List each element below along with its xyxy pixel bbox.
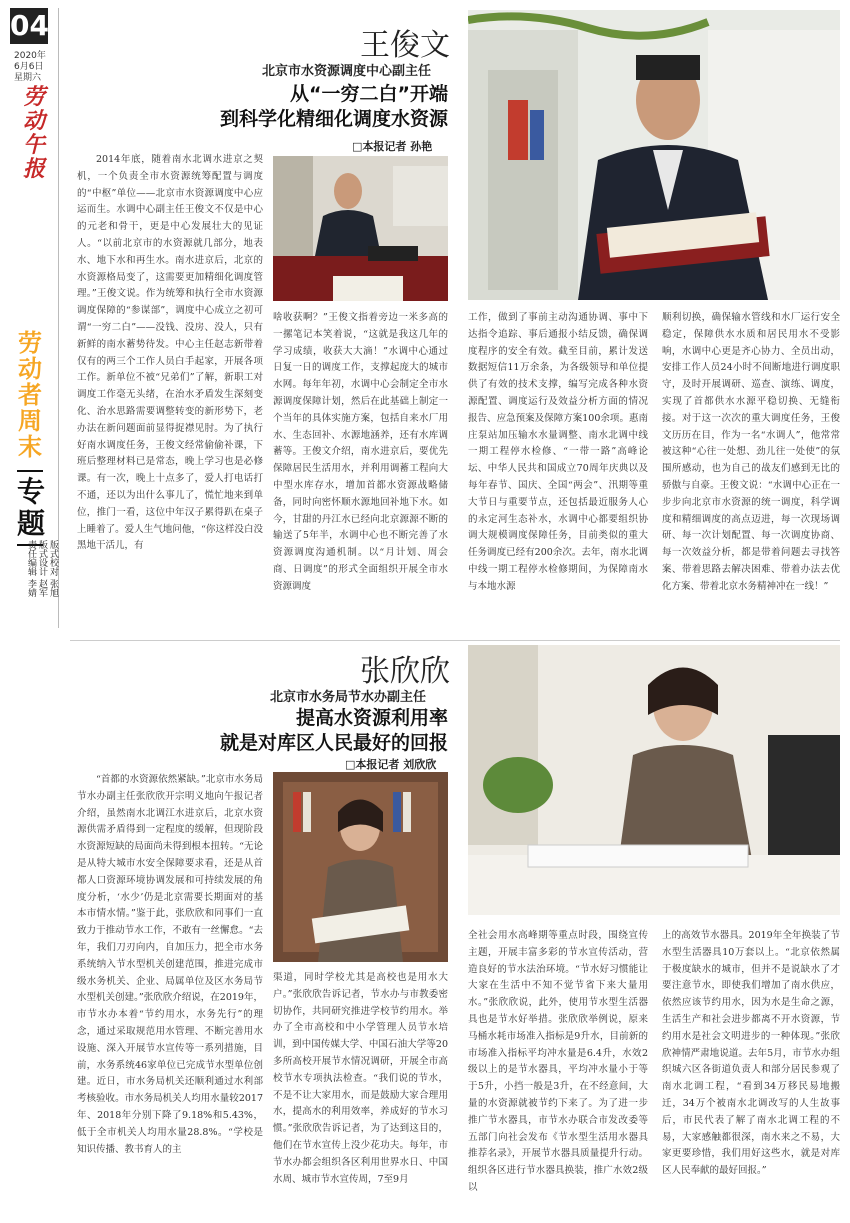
article2-byline: □本报记者 刘欣欣 xyxy=(345,758,437,771)
article1-column-2 xyxy=(273,310,448,630)
article2-column-2 xyxy=(273,970,448,1222)
editor-credits xyxy=(14,540,58,630)
section-divider xyxy=(70,640,840,641)
sidebar-divider xyxy=(58,8,59,628)
article1-byline: □本报记者 孙艳 xyxy=(352,140,433,153)
date-weekday: 星期六 xyxy=(14,73,42,83)
article2-name: 张欣欣 xyxy=(360,654,450,689)
credit-design: 版式设计 赵军 xyxy=(37,540,47,597)
article1-headline xyxy=(190,82,448,132)
article2-bookshelf-photo xyxy=(273,772,448,962)
article1-column-2-text: 啥收获啊？”王俊文指着旁边一米多高的一摞笔记本笑着说，“这就是我这几年的学习成绩，收获大大滴！”水调中心通过日复一日的调度工作，支撑起庞大的城市水网。每年年初，水调中心会制定全市水源调度保障计划，然后在此基础上制定一个当年的具体实施方案，包括自来水厂用水、生态回补、水源地涵养，还有水库调蓄等。王俊文介绍，南水进京后，要优先保障居民生活用水，并利用调蓄工程向大中型水库存水，增加首都水资源战略储备，同时向密怀顺水源地回补地下水。如今，甘甜的丹江水已经向北京源源不断的输送了5年半，水调中心也不断完善了水资源调度沟通机制。以“月计划、周会商、日调度”的形式全面组织开展全市水资源调度 xyxy=(273,312,448,592)
page-number: 04 xyxy=(10,9,49,42)
article2-headline-line1: 提高水资源利用率 xyxy=(295,707,448,729)
article1-column-3 xyxy=(468,310,648,630)
article2-column-1-text: “首都的水资源依然紧缺。”北京市水务局节水办副主任张欣欣开宗明义地向午报记者介绍，虽然南水北调江水进京后，北京水资源供需矛盾得到一定程度的缓解，但现阶段水资源短缺的局面尚未得到根本扭转。“无论是从特大城市水安全保障要求看，还是从首都人口资源环境协调发展和可持续发展的角度分析，‘水少’仍是北京需要长期面对的基本市情水情。”鉴于此，张欣欣和同事们一直致力于推动节水工作，不敢有一丝懈怠。“去年，我们刀刃向内，自加压力，把全市水务系统纳入节水型机关创建范围，推进完成市级水务机关、企业、局属单位及区水务局节水型机关创建。”张欣欣介绍说，在2019年，市节水办本着“节约用水，水务先行”的理念，通过采取规范用水管理、不断完善用水设施、深入开展节水宣传等一系列措施，目前，水务系统46家单位已完成节水型单位创建。近日，市水务局机关还顺利通过水利部考核验收。市水务局机关人均用水量较2017年、2018年分别下降了9.18%和5.43%，低于全市机关人均用水量28.8%。“学校是知识传播、教书育人的主 xyxy=(77,774,263,1155)
article2-column-1 xyxy=(77,772,263,1222)
date-month-day: 6月6日 xyxy=(14,62,44,72)
article2-role: 北京市水务局节水办副主任 xyxy=(270,690,427,705)
article2-main-photo xyxy=(468,645,840,915)
article2-column-4 xyxy=(662,928,840,1222)
article1-column-4-text: 顺利切换，确保输水管线和水厂运行安全稳定，保障供水水质和居民用水不受影响，水调中心更是齐心协力、全员出动，安排工作人员24小时不间断地进行调度职守，及时开展调研、巡查、演练、调度，实现了首都供水水源平稳切换、无缝衔接。对于这一次次的重大调度任务，王俊文历历在目，作为一名“水调人”，他常常被这种“心往一处想、劲儿往一处使”的氛围所感动，也为自己的战友们感到无比的骄傲与自豪。王俊文说：“水调中心正在一步步向北京市水资源的统一调度，科学调度和精细调度的高点迈进，每一次现场调研、每一次计划配置、每一次调度协商、每一次效益分析，都是带着问题去寻找答案、带着思路去解决困难、带着办法去优化方案、带着北京水务精神冲在一线！” xyxy=(662,312,840,592)
date-year: 2020年 xyxy=(14,51,46,61)
article1-office-photo xyxy=(273,156,448,301)
article2-headline-line2: 就是对库区人民最好的回报 xyxy=(219,732,448,754)
article2-column-3-text: 全社会用水高峰期等重点时段，围绕宣传主题，开展丰富多彩的节水宣传活动，营造良好的节水法治环境。“节水好习惯能让大家在生活中不知不觉节省下来大量用水。”张欣欣说，此外，使用节水型生活器具也是节水好举措。张欣欣举例说，原来马桶水耗市场准入指标是9升水，目前新的市场准入指标平均冲水量是6.4升，水效2级以上的是节水器具，平均冲水量小于等于5升，小挡一般是3升，在不经意间，大量的水资源就被节约下来了。为了进一步推广节水器具，市节水办联合市发改委等五部门向社会发布《节水型生活用水器具推荐名录》，开展节水器具质量提升行动。组织各区进行节水器具换装，推广水效2级以 xyxy=(468,930,648,1193)
article1-headline-line2: 到科学化精细化调度水资源 xyxy=(219,108,448,130)
article1-name: 王俊文 xyxy=(360,28,450,63)
article2-column-4-text: 上的高效节水器具。2019年全年换装了节水型生活器具10万套以上。“北京依然属于极度缺水的城市，但并不是说缺水了才要注意节水，即使我们增加了南水供应，依然应该节约用水，因为水是生命之源，生活生产和社会进步都离不开水资源，节约用水是社会文明进步的一种体现。”张欣欣神情严肃地说道。去年5月，市节水办组织城六区各街道负责人和部分居民参观了南水北调工程，“看到34万移民易地搬迁，34万个被南水北调改写的人生故事后，市民代表了解了南水北调工程的不易，大家感触都很深，南水来之不易，大家更要珍惜，我们用好这些水，就是对库区人民奉献的最好回报。” xyxy=(662,930,840,1177)
article1-column-1-text: 2014年底，随着南水北调水进京之契机，一个负责全市水资源统筹配置与调度的“中枢”单位——北京市水资源调度中心应运而生。水调中心副主任王俊文不仅是中心的元老和骨干，更是中心发展壮大的见证人。“以前北京市的水资源就几部分，地表水、地下水和再生水。南水进京后，北京的水资源格局变了，这需要更加精细化调度管理。”王俊文说。作为统筹和执行全市水资源调度保障的“参谋部”，调度中心成立之初可谓“一穷二白”——没钱、没房、没人，只有新鲜的南水蓄势待发。中心主任赵志新带着仅有的两三个工作人员白手起家，开展各项工作。新单位不被“兄弟们”了解，新职工对调度工作毫无头绪，在治水矛盾发生深刻变化、治水思路需要调整转变的新形势下，老办法在新问题面前显得捉襟见肘。为了执行好南水调度任务，王俊文经常偷偷补课，下班后整理材料已是常态，晚上学习也是必修课。有一次，晚上十点多了，爱人打电话打不通，还以为出什么事儿了，慌忙地来到单位，推门一看，这位中年汉子累得趴在桌子上睡着了。爱人生气地问他，“你这样没白没黑地干活儿，有 xyxy=(77,154,263,552)
credit-editor: 责任编辑 李婧 xyxy=(26,540,36,597)
article2-column-2-text: 渠道，同时学校尤其是高校也是用水大户。”张欣欣告诉记者，节水办与市教委密切协作，共同研究推进学校节约用水。举办了全市高校和中小学管理人员节水培训，到中国传媒大学、中国石油大学等20多所高校开展节水情况调研，开展全市高校节水专项执法检查。“我们说的节水，不是不让大家用水，而是鼓励大家合理用水，提高水的利用效率，养成好的节水习惯。”张欣欣告诉记者，为了达到这目的，他们在节水宣传上没少花功夫。每年，市节水办都会组织各区利用世界水日、中国水周、城市节水宣传周，7至9月 xyxy=(273,972,448,1185)
topic-label: 专题 xyxy=(17,470,43,546)
article1-role: 北京市水资源调度中心副主任 xyxy=(262,64,432,79)
article1-column-3-text: 工作，做到了事前主动沟通协调、事中下达指令追踪、事后通报小结反馈，确保调度程序的安全有效。截至目前，累计发送数据短信11万余条，为各级领导和单位提供了有效的技术支撑，编写完成各种水资源配置、调度运行及效益分析方面的情况报告、应急预案及保障方案100余项。惠南庄泵站加压输水水量调整、南水北调中线一期工程停水检修、“一带一路”高峰论坛、中华人民共和国成立70周年庆典以及每年春节、国庆、全国“两会”、汛期等重大节日与重要节点，还包括最近服务人心的永定河生态补水，水调中心都要组织协调大规模调度保障任务，目前类似的重大任务调度已经有200余次。去年，南水北调中线一期工程停水检修期间，为保障南水与本地水源 xyxy=(468,312,648,592)
masthead-logo: 劳动午报 xyxy=(22,84,45,182)
article1-column-4 xyxy=(662,310,840,630)
column-name: 劳动者周末 xyxy=(18,329,42,461)
article1-headline-line1: 从“一穷二白”开端 xyxy=(290,83,448,105)
article2-column-3 xyxy=(468,928,648,1222)
article1-column-1 xyxy=(77,152,263,632)
article1-main-photo xyxy=(468,10,840,300)
credit-proofread: 版式校对 张旭 xyxy=(48,540,58,597)
article2-headline xyxy=(150,706,448,756)
